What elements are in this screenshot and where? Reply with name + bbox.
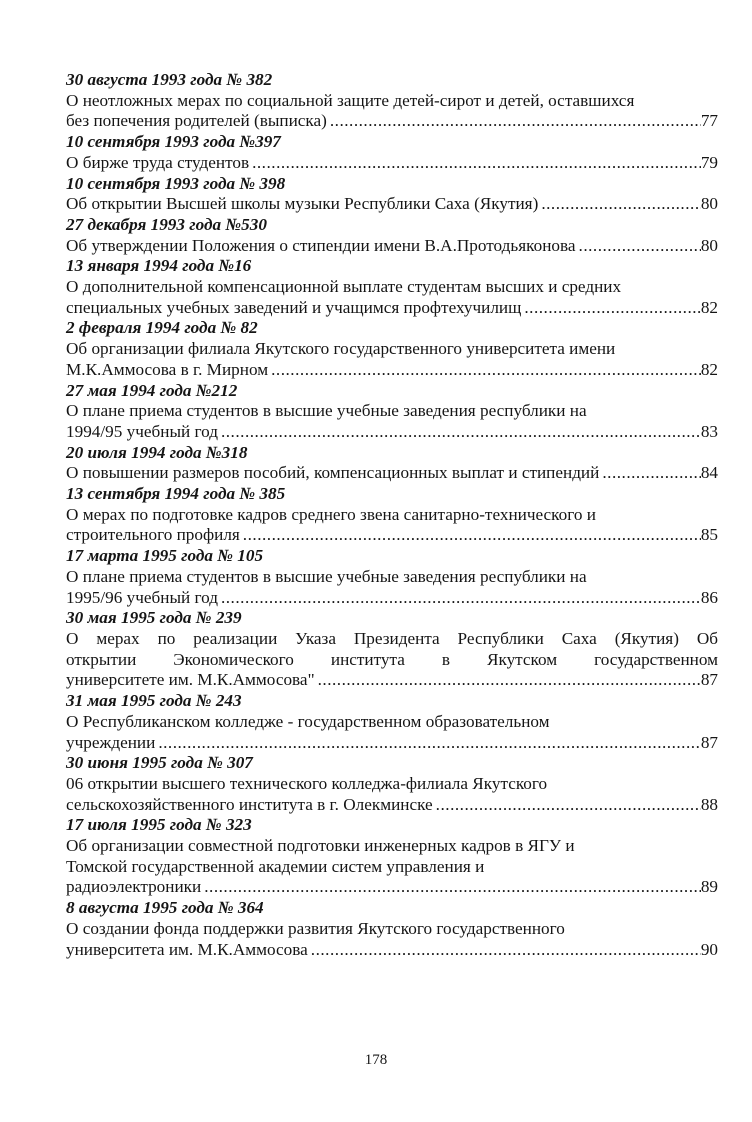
entry-heading: 13 января 1994 года №16 xyxy=(66,256,252,276)
dot-leader xyxy=(218,422,701,443)
entry-title-line: О мерах по реализации Указа Президента Республики Саха (Якутия) Об xyxy=(66,628,718,648)
entry-title-line: без попечения родителей (выписка) xyxy=(66,111,327,131)
toc-entry xyxy=(66,132,718,173)
toc-entry xyxy=(66,70,718,132)
entry-title-line: О повышении размеров пособий, компенсационных выплат и стипендий xyxy=(66,463,600,483)
entry-page-number[interactable]: 79 xyxy=(700,152,718,172)
entry-last-line xyxy=(66,670,718,691)
entry-title-line: университете им. М.К.Аммосова" xyxy=(66,670,315,690)
entry-title-line: О Республиканском колледже - государственном образовательном xyxy=(66,711,550,731)
entry-heading: 17 июля 1995 года № 323 xyxy=(66,815,252,835)
entry-heading: 27 декабря 1993 года №530 xyxy=(66,214,267,234)
entry-page-number[interactable]: 86 xyxy=(700,587,718,607)
dot-leader xyxy=(315,670,701,691)
entry-title-line: Об открытии Высшей школы музыки Республики Саха (Якутия) xyxy=(66,194,539,214)
entry-title-line: О бирже труда студентов xyxy=(66,152,250,172)
entry-page-number[interactable]: 83 xyxy=(700,421,718,441)
toc-entry xyxy=(66,608,718,691)
dot-leader xyxy=(327,111,701,132)
entry-title-line: О мерах по подготовке кадров среднего звена санитарно-технического и xyxy=(66,504,596,524)
page-number: 178 xyxy=(364,1052,388,1068)
entry-title-line: 1994/95 учебный год xyxy=(66,421,218,441)
dot-leader xyxy=(599,463,700,484)
entry-title-line: 1995/96 учебный год xyxy=(66,587,218,607)
entry-heading: 30 июня 1995 года № 307 xyxy=(66,753,253,773)
entry-page-number[interactable]: 89 xyxy=(700,877,718,897)
entry-page-number[interactable]: 87 xyxy=(700,670,718,690)
entry-heading: 10 сентября 1993 года № 398 xyxy=(66,173,286,193)
dot-leader xyxy=(521,298,700,319)
entry-heading: 13 сентября 1994 года № 385 xyxy=(66,484,286,504)
entry-last-line xyxy=(66,463,718,484)
dot-leader xyxy=(538,194,701,215)
entry-page-number[interactable]: 82 xyxy=(700,297,718,317)
entry-last-line xyxy=(66,298,718,319)
entry-page-number[interactable]: 80 xyxy=(700,194,718,214)
entry-page-number[interactable]: 85 xyxy=(700,525,718,545)
entry-last-line xyxy=(66,588,718,609)
entry-title-line: радиоэлектроники xyxy=(66,877,202,897)
entry-last-line xyxy=(66,236,718,257)
entry-title-line: О плане приема студентов в высшие учебные заведения республики на xyxy=(66,566,587,586)
entry-last-line xyxy=(66,153,718,174)
toc-entry xyxy=(66,381,718,443)
entry-last-line xyxy=(66,194,718,215)
toc-entry xyxy=(66,318,718,380)
toc-entry xyxy=(66,546,718,608)
entry-heading: 20 июля 1994 года №318 xyxy=(66,442,248,462)
dot-leader xyxy=(249,153,701,174)
toc-entry xyxy=(66,484,718,546)
toc-entry xyxy=(66,256,718,318)
entry-title-line: О плане приема студентов в высшие учебные заведения республики на xyxy=(66,401,587,421)
entry-last-line xyxy=(66,422,718,443)
entry-heading: 8 августа 1995 года № 364 xyxy=(66,898,264,918)
toc-entry xyxy=(66,753,718,815)
entry-title-line: О неотложных мерах по социальной защите детей-сирот и детей, оставшихся xyxy=(66,90,635,110)
entry-last-line xyxy=(66,360,718,381)
dot-leader xyxy=(308,940,701,961)
toc-entry xyxy=(66,898,718,960)
dot-leader xyxy=(201,877,701,898)
dot-leader xyxy=(268,360,701,381)
entry-page-number[interactable]: 88 xyxy=(700,794,718,814)
toc-entry xyxy=(66,815,718,898)
entry-heading: 10 сентября 1993 года №397 xyxy=(66,132,281,152)
entry-title-line: открытии Экономического института в Якутском государственном xyxy=(66,649,718,669)
entry-title-line: О создании фонда поддержки развития Якутского государственного xyxy=(66,918,565,938)
entry-heading: 30 августа 1993 года № 382 xyxy=(66,70,273,89)
dot-leader xyxy=(576,236,701,257)
table-of-contents xyxy=(66,70,718,960)
entry-last-line xyxy=(66,111,718,132)
entry-heading: 2 февраля 1994 года № 82 xyxy=(66,318,258,338)
toc-entry xyxy=(66,215,718,256)
entry-title-line: Об организации совместной подготовки инженерных кадров в ЯГУ и xyxy=(66,836,575,856)
entry-heading: 31 мая 1995 года № 243 xyxy=(66,691,242,711)
entry-heading: 17 марта 1995 года № 105 xyxy=(66,546,264,566)
entry-last-line xyxy=(66,940,718,961)
entry-last-line xyxy=(66,877,718,898)
entry-page-number[interactable]: 84 xyxy=(700,463,718,483)
entry-last-line xyxy=(66,795,718,816)
entry-last-line xyxy=(66,525,718,546)
entry-page-number[interactable]: 87 xyxy=(700,732,718,752)
entry-heading: 30 мая 1995 года № 239 xyxy=(66,608,242,628)
toc-entry xyxy=(66,443,718,484)
entry-title-line: Об организации филиала Якутского государственного университета имени xyxy=(66,339,616,359)
dot-leader xyxy=(155,733,701,754)
dot-leader xyxy=(218,588,701,609)
entry-page-number[interactable]: 82 xyxy=(700,359,718,379)
entry-page-number[interactable]: 80 xyxy=(700,235,718,255)
entry-title-line: Об утверждении Положения о стипендии имени В.А.Протодьяконова xyxy=(66,235,576,255)
dot-leader xyxy=(240,525,701,546)
entry-title-line: М.К.Аммосова в г. Мирном xyxy=(66,359,269,379)
entry-heading: 27 мая 1994 года №212 xyxy=(66,380,238,400)
toc-entry xyxy=(66,174,718,215)
entry-page-number[interactable]: 77 xyxy=(700,111,718,131)
toc-entry xyxy=(66,691,718,753)
entry-title-line: Томской государственной академии систем управления и xyxy=(66,856,485,876)
entry-page-number[interactable]: 90 xyxy=(700,939,718,959)
entry-title-line: строительного профиля xyxy=(66,525,240,545)
entry-title-line: университета им. М.К.Аммосова xyxy=(66,939,308,959)
entry-last-line xyxy=(66,733,718,754)
entry-title-line: учреждении xyxy=(66,732,156,752)
dot-leader xyxy=(433,795,701,816)
entry-title-line: О дополнительной компенсационной выплате студентам высших и средних xyxy=(66,277,622,297)
entry-title-line: сельскохозяйственного института в г. Олекминске xyxy=(66,794,433,814)
entry-title-line: специальных учебных заведений и учащимся профтехучилищ xyxy=(66,297,522,317)
entry-title-line: 06 открытии высшего технического колледжа-филиала Якутского xyxy=(66,773,548,793)
